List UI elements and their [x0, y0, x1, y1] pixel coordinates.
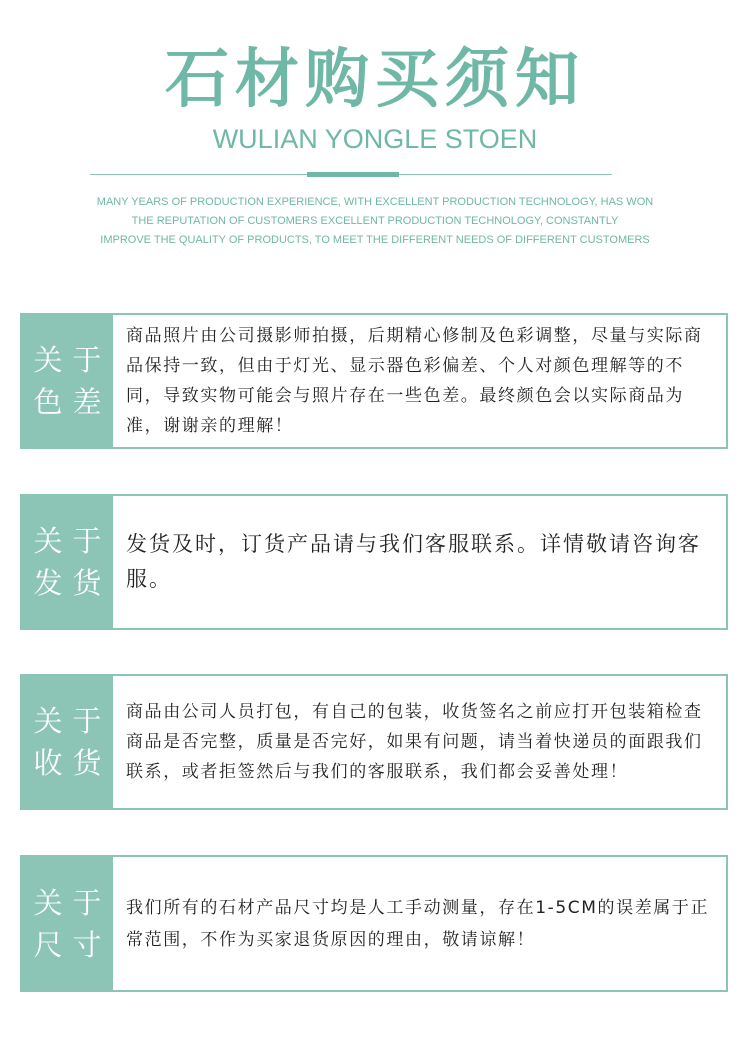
section-receiving: [20, 674, 728, 810]
section-body: [126, 676, 716, 808]
section-label-line: 色差: [33, 385, 112, 419]
section-label-line: 发货: [33, 566, 112, 600]
section-label: [22, 676, 113, 808]
section-label-line: 关于: [33, 524, 112, 558]
section-label-line: 尺寸: [33, 927, 112, 962]
section-text: 我们所有的石材产品尺寸均是人工手动测量，存在1-5CM的误差属于正常范围，不作为买家退货原因的理由，敬请谅解！: [126, 897, 710, 950]
section-body: [126, 857, 716, 990]
section-body: [126, 496, 716, 628]
section-dimensions: [20, 855, 728, 992]
intro-line: IMPROVE THE QUALITY OF PRODUCTS, TO MEET THE DIFFERENT NEEDS OF DIFFERENT CUSTOMERS: [100, 234, 650, 246]
section-shipping: [20, 494, 728, 630]
header-divider-accent: [307, 172, 399, 177]
page-title: 石材购买须知: [165, 43, 585, 117]
section-label-line: 关于: [33, 704, 112, 738]
section-body: [126, 315, 716, 447]
section-text: 商品照片由公司摄影师拍摄，后期精心修制及色彩调整，尽量与实际商品保持一致，但由于灯光、显示器色彩偏差、个人对颜色理解等的不同，导致实物可能会与照片存在一些色差。最终颜色会以实际商品为准，谢谢亲的理解！: [126, 326, 703, 436]
page-subtitle: WULIAN YONGLE STOEN: [212, 124, 538, 154]
section-label-line: 关于: [33, 885, 112, 920]
section-text: 发货及时，订货产品请与我们客服联系。详情敬请咨询客服。: [126, 532, 701, 591]
intro-line: MANY YEARS OF PRODUCTION EXPERIENCE, WITH EXCELLENT PRODUCTION TECHNOLOGY, HAS WON: [96, 196, 654, 208]
section-label-line: 关于: [33, 343, 112, 377]
section-color-difference: [20, 313, 728, 449]
section-label: [22, 857, 113, 990]
section-label: [22, 496, 113, 628]
intro-line: THE REPUTATION OF CUSTOMERS EXCELLENT PRODUCTION TECHNOLOGY, CONSTANTLY: [131, 215, 619, 227]
page-header: [0, 0, 750, 260]
section-label-line: 收货: [33, 746, 112, 780]
intro-text: [0, 193, 750, 250]
section-label: [22, 315, 113, 447]
section-text: 商品由公司人员打包，有自己的包装，收货签名之前应打开包装箱检查商品是否完整，质量是否完好，如果有问题，请当着快递员的面跟我们联系，或者拒签然后与我们的客服联系，我们都会妥善处理！: [126, 702, 703, 782]
